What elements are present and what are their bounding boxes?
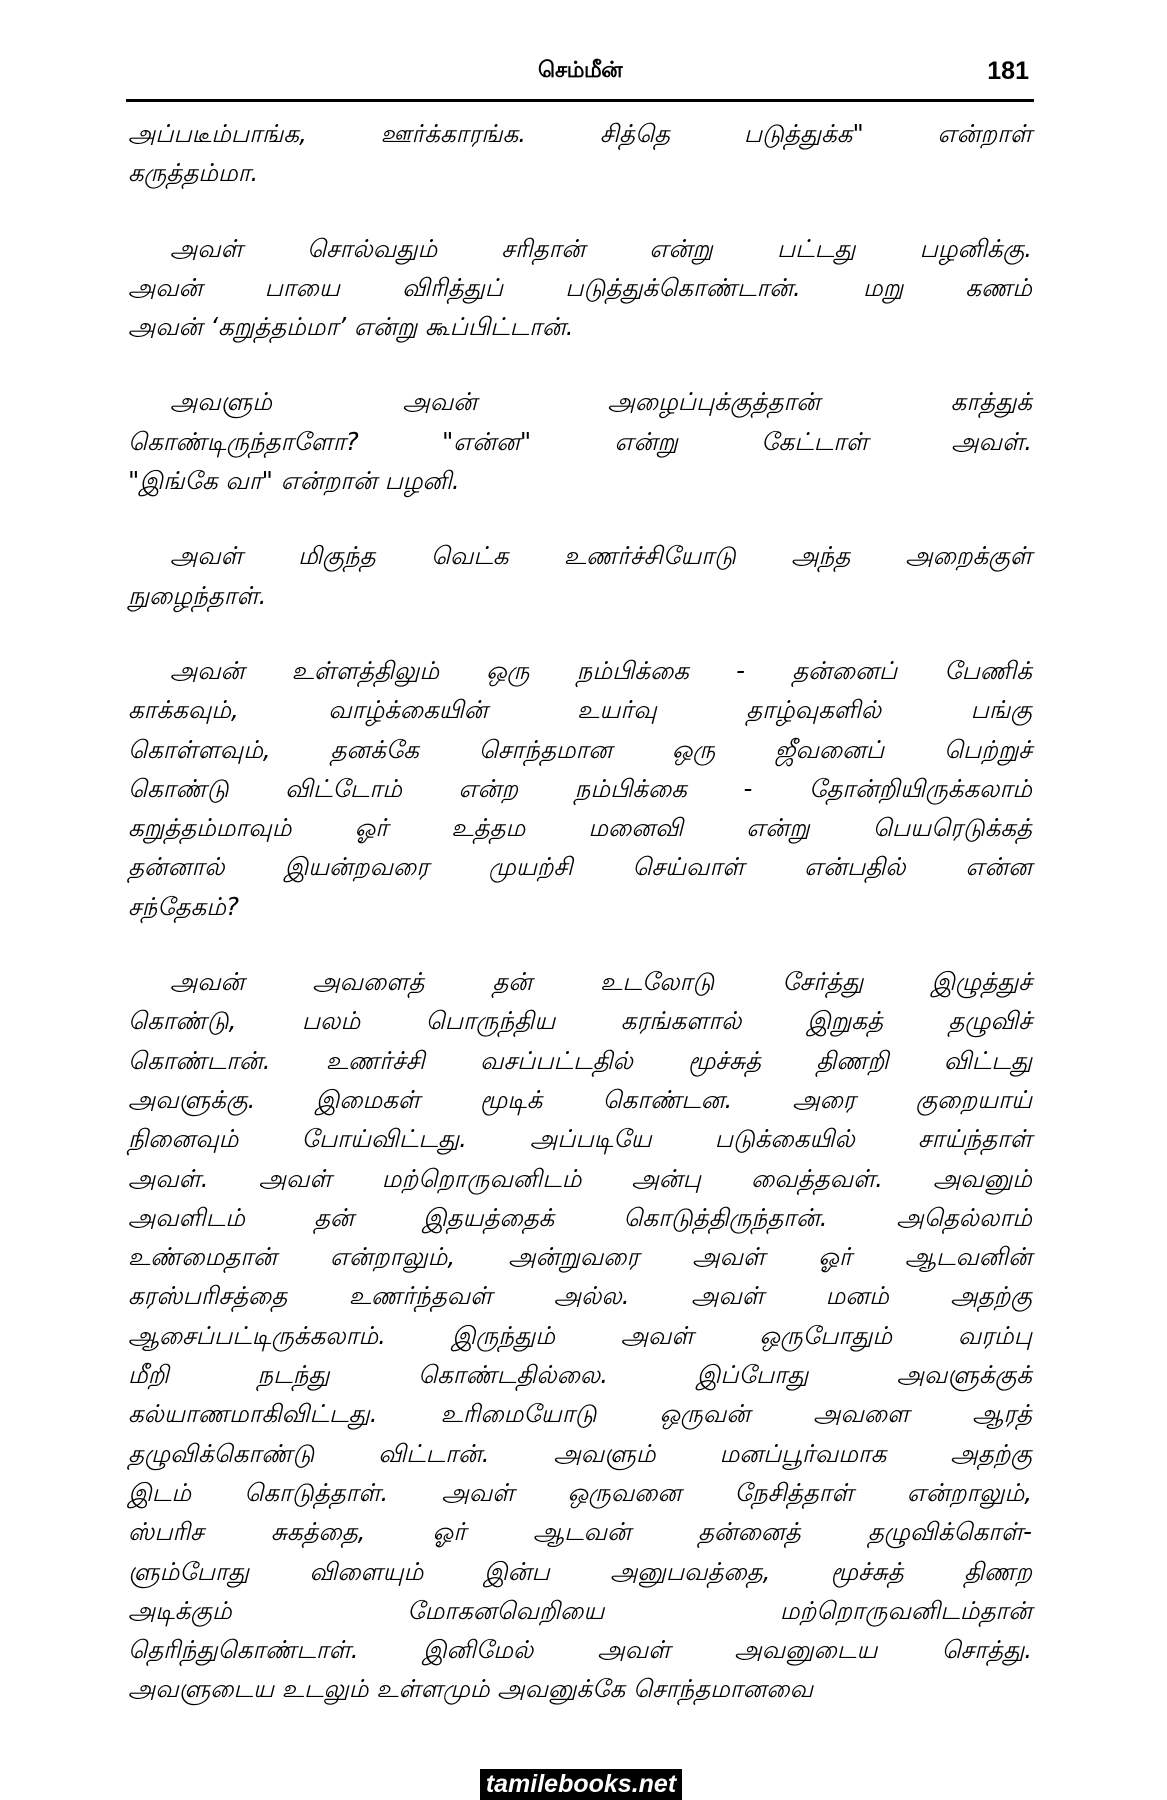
watermark-badge: tamilebooks.net: [480, 1769, 682, 1800]
text-line: இடம் கொடுத்தாள். அவள் ஒருவனை நேசித்தாள் என்றாலும்,: [128, 1477, 1032, 1507]
text-line: கருத்தம்மா.: [128, 158, 259, 188]
book-title: செம்மீன்: [537, 58, 623, 83]
page-number: 181: [987, 57, 1029, 85]
text-line: அவன் அவளைத் தன் உடலோடு சேர்த்து இழுத்துச்: [170, 967, 1032, 997]
text-line: அப்படீம்பாங்க, ஊர்க்காரங்க. சித்தெ படுத்துக்க" என்றாள்: [128, 119, 1032, 148]
text-line: அவன் ‘கறுத்தம்மா’ என்று கூப்பிட்டான்.: [128, 312, 574, 342]
text-line: கொண்டிருந்தாளோ? "என்ன" என்று கேட்டாள் அவள்.: [128, 426, 1032, 456]
paragraph: [128, 382, 1032, 500]
text-line: ளும்போது விளையும் இன்ப அனுபவத்தை, மூச்சுத் திணற: [128, 1556, 1032, 1586]
text-line: அவள். அவள் மற்றொருவனிடம் அன்பு வைத்தவள். அவனும்: [128, 1163, 1032, 1193]
header-rule: [126, 99, 1034, 102]
text-line: அவளும் அவன் அழைப்புக்குத்தான் காத்துக்: [170, 387, 1032, 417]
text-line: ஆசைப்பட்டிருக்கலாம். இருந்தும் அவள் ஒருபோதும் வரம்பு: [128, 1320, 1032, 1350]
text-line: தழுவிக்கொண்டு விட்டான். அவளும் மனப்பூர்வமாக அதற்கு: [128, 1438, 1032, 1468]
text-line: அவளுடைய உடலும் உள்ளமும் அவனுக்கே சொந்தமானவை: [128, 1674, 814, 1704]
text-line: கரஸ்பரிசத்தை உணர்ந்தவள் அல்ல. அவள் மனம் அதற்கு: [128, 1281, 1032, 1311]
text-line: கல்யாணமாகிவிட்டது. உரிமையோடு ஒருவன் அவளை ஆரத்: [128, 1399, 1032, 1429]
text-line: அவன் உள்ளத்திலும் ஒரு நம்பிக்கை - தன்னைப் பேணிக்: [170, 655, 1032, 685]
paragraph: [128, 962, 1032, 1709]
text-line: கறுத்தம்மாவும் ஓர் உத்தம மனைவி என்று பெயரெடுக்கத்: [128, 813, 1032, 843]
running-header: [127, 52, 1033, 90]
text-line: அவளிடம் தன் இதயத்தைக் கொடுத்திருந்தான். அதெல்லாம்: [128, 1202, 1032, 1232]
text-line: தெரிந்துகொண்டாள். இனிமேல் அவள் அவனுடைய சொத்து.: [128, 1635, 1032, 1665]
text-line: "இங்கே வா" என்றான் பழனி.: [128, 466, 460, 496]
body-text: [128, 114, 1032, 1745]
paragraph: [128, 536, 1032, 615]
text-line: உண்மைதான் என்றாலும், அன்றுவரை அவள் ஓர் ஆடவனின்: [128, 1242, 1032, 1272]
text-line: கொள்ளவும், தனக்கே சொந்தமான ஒரு ஜீவனைப் பெற்றுச்: [128, 734, 1032, 764]
text-line: ஸ்பரிச சுகத்தை, ஓர் ஆடவன் தன்னைத் தழுவிக்கொள்-: [128, 1517, 1032, 1547]
text-line: காக்கவும், வாழ்க்கையின் உயர்வு தாழ்வுகளில் பங்கு: [128, 695, 1032, 725]
text-line: கொண்டான். உணர்ச்சி வசப்பட்டதில் மூச்சுத் திணறி விட்டது: [128, 1045, 1032, 1075]
text-line: தன்னால் இயன்றவரை முயற்சி செய்வாள் என்பதில் என்ன: [128, 852, 1032, 882]
text-line: அவள் மிகுந்த வெட்க உணர்ச்சியோடு அந்த அறைக்குள்: [170, 541, 1032, 571]
text-line: மீறி நடந்து கொண்டதில்லை. இப்போது அவளுக்குக்: [128, 1360, 1032, 1390]
paragraph: [128, 229, 1032, 347]
paragraph: [128, 114, 1032, 193]
text-line: சந்தேகம்?: [128, 891, 240, 921]
text-line: நுழைந்தாள்.: [128, 580, 267, 610]
text-line: அடிக்கும் மோகனவெறியை மற்றொருவனிடம்தான்: [128, 1595, 1032, 1625]
text-line: நினைவும் போய்விட்டது. அப்படியே படுக்கையில் சாய்ந்தாள்: [128, 1124, 1032, 1154]
text-line: அவளுக்கு. இமைகள் மூடிக் கொண்டன. அரை குறையாய்: [128, 1084, 1032, 1114]
text-line: அவள் சொல்வதும் சரிதான் என்று பட்டது பழனிக்கு.: [170, 233, 1032, 263]
text-line: கொண்டு, பலம் பொருந்திய கரங்களால் இறுகத் தழுவிச்: [128, 1006, 1032, 1036]
paragraph: [128, 651, 1032, 926]
text-line: கொண்டு விட்டோம் என்ற நம்பிக்கை - தோன்றியிருக்கலாம்: [128, 773, 1032, 803]
text-line: அவன் பாயை விரித்துப் படுத்துக்கொண்டான். மறு கணம்: [128, 272, 1032, 302]
